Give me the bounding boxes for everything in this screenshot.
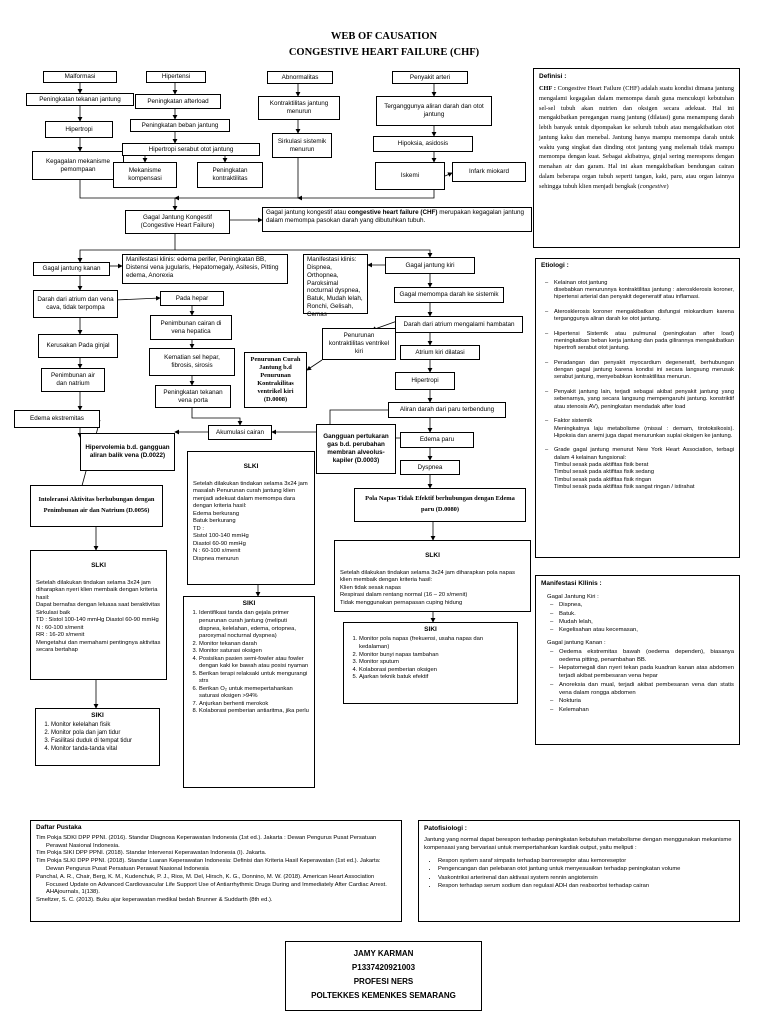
slki-left-text: Setelah dilakukan tindakan selama 3x24 jam diharapkan nyeri klien membaik dengan kriteria hasil: Dapat bernafas dengan leluasa saat beraktivitas Sirkulasi baik TD : Sistol 100-140 mmHg Diastol 60-90 mmHg N : 60-100 x/menit RR : 16-20 x/menit Mengetahui dan memahami pentingnya aktivitas secara bertahap <box>36 579 161 654</box>
box-peningkatan-beban: Peningkatan beban jantung <box>130 119 230 132</box>
list-item: – Kelemahan <box>559 706 734 714</box>
box-mekanisme-kompensasi: Mekanisme kompensasi <box>113 162 177 188</box>
siki-right-heading: SIKI <box>424 626 437 633</box>
box-hipoksia: Hipoksia, asidosis <box>373 136 473 152</box>
siki-left-list <box>41 722 154 753</box>
manifestasi-kiri-label: Gagal Jantung Kiri : <box>547 594 599 601</box>
list-item: – Batuk. <box>559 610 734 618</box>
slki-mid-heading: SLKI <box>243 462 259 470</box>
box-penurunan-kontraktilitas-kiri: Penurunan kontraktilitas ventrikel kiri <box>322 328 396 360</box>
box-penimbunan-hepatica: Penimbunan cairan di vena hepatica <box>150 315 232 340</box>
list-item: 4. Posisikan pasien semi-fowler atau fowler dengan kaki ke bawah atau posisi nyaman <box>199 656 309 671</box>
list-item: – Kegelisahan atau kecemasan, <box>559 626 734 634</box>
cause-abnormalitas: Abnormalitas <box>267 71 333 84</box>
box-peningkatan-afterload: Peningkatan afterload <box>135 94 221 109</box>
siki-mid-heading: SIKI <box>242 600 256 607</box>
siki-right-list <box>349 636 512 681</box>
diagnosis-penurunan-curah-jantung: Penurunan Curah Jantung b.d Penurunan Kontrakilitas ventrikel kiri (D.0008) <box>244 352 307 408</box>
definisi-panel <box>533 68 740 248</box>
author-program: PROFESI NERS <box>353 977 414 986</box>
diagnosis-hipervolemia: Hipervolemia b.d. gangguan aliran balik vena (D.0022) <box>80 433 175 471</box>
list-item: – Hepatomegali dan nyeri tekan pada kuadran kanan atas abdomen terjadi akibat pembesaran vena hepar <box>559 664 734 681</box>
box-akumulasi-cairan: Akumulasi cairan <box>208 425 272 440</box>
cause-penyakit-arteri: Penyakit arteri <box>392 71 468 84</box>
list-item: 2. Monitor pola dan jam tidur <box>51 730 154 738</box>
list-item: – Oedema ekstremitas bawah (oedema dependen), biasanya oedema pitting, penambahan BB. <box>559 648 734 665</box>
patofisiologi-heading: Patofisiologi : <box>424 825 467 832</box>
list-item: 7. Anjurkan berhenti merokok <box>199 701 309 709</box>
box-infark: Infark miokard <box>452 162 526 182</box>
list-item: 5. Berikan terapi relaksaki untuk mengurangi strs <box>199 671 309 686</box>
list-item: 4. Kolaborasi pemberian oksigen <box>359 667 512 675</box>
author-nim: P1337420921003 <box>351 963 416 972</box>
box-hipertropi-2: Hipertropi <box>395 372 455 390</box>
list-item: 2. Monitor bunyi napas tambahan <box>359 652 512 660</box>
list-item: 6. Berikan O₂ untuk memepertahankan saturasi oksigen >94% <box>199 686 309 701</box>
box-penimbunan-air: Penimbunan air dan natrium <box>41 368 105 392</box>
box-gagal-jantung-kiri: Gagal jantung kiri <box>385 257 475 274</box>
manifestasi-heading: Manifestasi Kllinis : <box>541 580 602 587</box>
list-item: 3. Monitor sputum <box>359 659 512 667</box>
definisi-heading: Definisi : <box>539 73 567 80</box>
pustaka-panel <box>30 820 402 922</box>
manifestasi-kanan-list <box>541 648 734 714</box>
siki-left-heading: SIKI <box>91 712 104 719</box>
author-name: JAMY KARMAN <box>353 949 414 958</box>
box-definisi-singkat: Gagal jantung kongestif atau congestive heart failure (CHF) merupakan kegagalan jantung dalam memompa pasokan darah yang dibutuhkan tubuh. <box>262 207 532 232</box>
pustaka-item: Tim Pokja SLKI DPP PPNI. (2018). Standar Luaran Keperawatan Indonesia: Definisi dan Kriteria Hasil Keperawatan (1st ed.). Jakarta: Dewan Pengurus Pusat Persatuan Perawat Nasional Indonesia <box>36 858 381 873</box>
list-item: – Penyakit jantung lain, terjadi sebagai akibat penyakit jantung yang sebenarnya, yang secara langsung mempengaruhi jantung. konstriktif atau stenosis AV), peningkatan mendadak after load <box>554 389 734 411</box>
box-dyspnea: Dyspnea <box>400 460 460 475</box>
slki-left-heading: SLKI <box>91 561 106 569</box>
box-edema-paru: Edema paru <box>400 432 474 448</box>
list-item: – Hipertensi Sistemik atau pulmunal (peningkatan after load) meningkatkan beban kerja jantung dan pada gilirannya mengakibatkan hipertrofi serabut otot jantung. <box>554 331 734 353</box>
box-kegagalan-mekanisme: Kegagalan mekanisme pemompaan <box>32 151 124 180</box>
title-line-2: CONGESTIVE HEART FAILURE (CHF) <box>288 47 480 58</box>
siki-left-panel <box>35 708 160 766</box>
box-gagal-jantung-kanan: Gagal jantung kanan <box>33 262 110 276</box>
patofisiologi-list <box>424 857 734 889</box>
slki-right-panel <box>334 540 531 612</box>
pustaka-item: Tim Pokja SDKI DPP PPNI. (2016). Standar Diagnosa Keperawatan Indonesia (1st ed.). Jakarta : Dewan Pengurus Pusat Persatuan Perawat Nasional Indonesia. <box>36 834 377 849</box>
list-item: – Aterosklerosis koroner mengakibatkan disfungsi miokardium karena terganggunya aliran darah ke otot jantung. <box>554 309 734 324</box>
list-item: 1. Identifikasi tanda dan gejala primer penurunan curah jantung (meliputi dispnea, kelelahan, edema, ortopnea, paroxymal nocturnal dyspnea) <box>199 610 309 640</box>
box-edema-ekstremitas: Edema ekstremitas <box>14 410 100 428</box>
cause-hipertensi: Hipertensi <box>146 71 206 83</box>
box-tekanan-porta: Peningkatan tekanan vena porta <box>155 385 231 408</box>
box-peningkatan-kontraktilitas: Peningkatan kontraktilitas <box>197 162 263 188</box>
box-darah-atrium-kanan: Darah dari atrium dan vena cava, tidak terpompa <box>33 290 118 318</box>
author-institution: POLTEKKES KEMENKES SEMARANG <box>311 991 456 1000</box>
etiologi-heading: Etiologi : <box>541 262 569 269</box>
etiologi-list <box>541 272 734 498</box>
etiologi-panel <box>535 258 740 558</box>
manifestasi-kiri-list <box>541 601 734 634</box>
siki-mid-list <box>189 610 309 715</box>
box-atrium-dilatasi: Atrium kiri dilatasi <box>400 345 480 360</box>
box-sirkulasi-sistemik: Sirkulasi sistemik menurun <box>272 133 332 158</box>
list-item: 1. Monitor pola napas (frekuensi, usaha napas dan kedalaman) <box>359 636 512 651</box>
patofisiologi-panel <box>418 820 740 922</box>
box-terganggunya-aliran: Terganggunya aliran darah dan otot jantung <box>376 96 492 126</box>
box-kontraktilitas-menurun: Kontraktilitas jantung menurun <box>258 96 340 120</box>
list-item: 1. Monitor kelelahan fisik <box>51 722 154 730</box>
author-box <box>285 941 482 1011</box>
list-item: • Pengencangan dan pelebaran otot jantung untuk menyesuaikan terhadap peningkatan volume <box>438 865 734 873</box>
slki-mid-panel <box>187 451 315 585</box>
siki-right-panel <box>343 622 518 704</box>
list-item: – Nokturia <box>559 697 734 705</box>
list-item: 4. Monitor tanda-tanda vital <box>51 746 154 754</box>
list-item: • Respon system saraf simpatis terhadap barroreseptor atau kemoreseptor <box>438 857 734 865</box>
box-aliran-paru: Aliran darah dari paru terbendung <box>388 402 506 418</box>
patofisiologi-text: Jantung yang normal dapat berespon terhadap peningkatan kebutuhan metabolisme dengan menggunakan mekanisme kompensasi yang bervariasi untuk mempertahankan kardiak output, yaitu meliputi : <box>424 837 732 852</box>
list-item: – Kelainan otot jantung disebabkan menurunnya kontraktilitas jantung : aterosklerosis koroner, hipertensi arterial dan penyakit degeneratif atau inflamasi. <box>554 280 734 302</box>
list-item: 3. Fasilitasi duduk di tempat tidur <box>51 738 154 746</box>
diagnosis-intoleransi-aktivitas: Intoleransi Aktivitas berhubungan dengan Penimbunan air dan Natrium (D.0056) <box>30 485 163 527</box>
list-item: – Grade gagal jantung menurut New York Heart Association, terbagi dalam 4 kelainan fungsional: Timbul sesak pada aktifitas fisik berat Timbul sesak pada aktifitas fisik sedang Timbul sesak pada aktifitas fisik ringan Timbul sesak pada aktifitas fisik sangat ringan / istirahat <box>554 447 734 491</box>
list-item: – Dispnea, <box>559 601 734 609</box>
diagnosis-pola-napas: Pola Napas Tidak Efektif berhubungan dengan Edema paru (D.0080) <box>354 488 526 522</box>
definisi-text: CHF : Congestive Heart Failure (CHF) adalah suatu kondisi dimana jantung mengalami kegagalan dalam memompa darah guna mencukupi kebutuhan sel-sel tubuh akan nutrien dan oksigen secara adekuat. Hal ini mengakibatkan peregangan ruang jantung (dilatasi) guna menampung darah lebih banyak untuk dipompakan ke seluruh tubuh atau mengakibatkan otot jantung kaku dan menebal. Jantung hanya mampu memompa darah untuk waktu yang singkat dan dinding otot jantung yang melemah tidak mampu memompa dengan kuat. Sebagai akibatnya, ginjal sering merespons dengan menahan air dan garam. Hal ini akan mengakibatkan bendungan cairan dalam beberapa organ tubuh seperti tangan, kaki, paru, atau organ lainnya sehingga tubuh klien menjadi bengkak (congestive) <box>539 85 735 190</box>
list-item: – Anoreksia dan mual, terjadi akibat pembesaran vena dan statis vena dalam rongga abdomen <box>559 681 734 698</box>
box-hipertropi-serabut: Hipertropi serabut otot jantung <box>122 143 260 156</box>
list-item: – Peradangan dan penyakit myocardium degeneratif, berhubungan dengan gagal jantung karena kondisi ini secara langsung merusak serabut jantung, menyebabkan kontraktilitas menurun. <box>554 360 734 382</box>
box-manifestasi-kiri: Manifestasi klinis: Dispnea, Orthopnea, Paroksimal nocturnal dyspnea, Batuk, Mudah lelah, Ronchi, Gelisah, Cemas <box>303 254 368 314</box>
title-line-1: WEB OF CAUSATION <box>330 31 438 42</box>
box-gagal-jantung-kongestif: Gagal Jantung Kongestif (Congestive Heart Failure) <box>125 210 230 234</box>
list-item: 2. Monitor tekanan darah <box>199 641 309 649</box>
box-kerusakan-ginjal: Kerusakan Pada ginjal <box>38 334 118 358</box>
pustaka-heading: Daftar Pustaka <box>36 824 82 831</box>
siki-mid-panel <box>183 596 315 788</box>
slki-right-heading: SLKI <box>425 551 440 559</box>
list-item: • Vaskontriksi arterirenal dan aktivasi system rennin angiotensin <box>438 874 734 882</box>
cause-malformasi: Malformasi <box>43 71 117 83</box>
box-peningkatan-tekanan-jantung: Peningkatan tekanan jantung <box>26 93 134 106</box>
diagnosis-gangguan-pertukaran-gas: Gangguan pertukaran gas b.d. perubahan membran alveolus-kapiler (D.0003) <box>316 424 396 474</box>
box-darah-hambatan: Darah dari atrium mengalami hambatan <box>395 316 523 333</box>
pustaka-item: Panchal, A. R., Chair, Berg, K. M., Kudenchuk, P. J., Rios, M. Del, Hirsch, K. G., Donnino, M. W. (2018). American Heart Association Focused Update on Advanced Cardiovascular Life Support Use of Antiarrhythmic Drugs During and Immediately After Cardiac Arrest. AHAjournals, 1(138). <box>36 873 387 896</box>
list-item: 8. Kolaborasi pemberian antiaritma, jika perlu <box>199 708 309 716</box>
pustaka-item: Smeltzer, S. C. (2013). Buku ajar keperawatan medikal bedah Brunner & Suddarth (8th ed.). <box>36 897 273 904</box>
pustaka-item: Tim Pokja SIKI DPP PPNI. (2018). Standar Intervensi Keperawatan Indonesia (I). Jakarta. <box>36 850 267 857</box>
list-item: 3. Monitor saturasi oksigen <box>199 648 309 656</box>
slki-right-text: Setelah dilakukan tindakan selama 3x24 jam diharapkan pola napas klien membaik dengan kriteria hasil: Klien tidak sesak napas Respirasi dalam rentang normal (16 – 20 x/menit) Tidak menggunakan pernapasan cuping hidung <box>340 569 515 606</box>
list-item: 5. Ajarkan teknik batuk efektif <box>359 674 512 682</box>
slki-left-panel <box>30 550 167 680</box>
list-item: – Mudah lelah, <box>559 618 734 626</box>
list-item: – Faktor sistemik Meningkatnya laju metabolisme (missal : demam, tirotoksikosis). Hipoksia dan anemi juga dapat menurunkan suplai oksigen ke jantung. <box>554 418 734 440</box>
box-manifestasi-kanan: Manifestasi klinis: edema perifer, Peningkatan BB, Distensi vena jugularis, Hepatomegaly, Asitesis, Pitting edema, Anorexia <box>122 254 288 284</box>
box-pada-hepar: Pada hepar <box>160 291 224 306</box>
manifestasi-kanan-label: Gagal jantung Kanan : <box>547 640 606 647</box>
box-hipertropi-1: Hipertropi <box>45 121 113 138</box>
box-gagal-memompa: Gagal memompa darah ke sistemik <box>394 287 504 303</box>
box-kematian-sel: Kematian sel hepar, fibrosis, sirosis <box>149 348 235 376</box>
box-iskemi: Iskemi <box>375 162 445 190</box>
slki-mid-text: Setelah dilakukan tindakan selama 3x24 jam masalah Penurunan curah jantung klien menjadi adekuat dalam memompa dara dengan kriteria hasil: Edema berkurang Batuk berkurang TD : Sistol 100-140 mmHg Diastol 60-90 mmHg N : 60-100 x/menit Dispnea menurun <box>193 480 308 562</box>
manifestasi-panel <box>535 575 740 745</box>
list-item: • Respon terhadap serum sodium dan regulasi ADH dan reabsorbsi terhadap cairan <box>438 882 734 890</box>
